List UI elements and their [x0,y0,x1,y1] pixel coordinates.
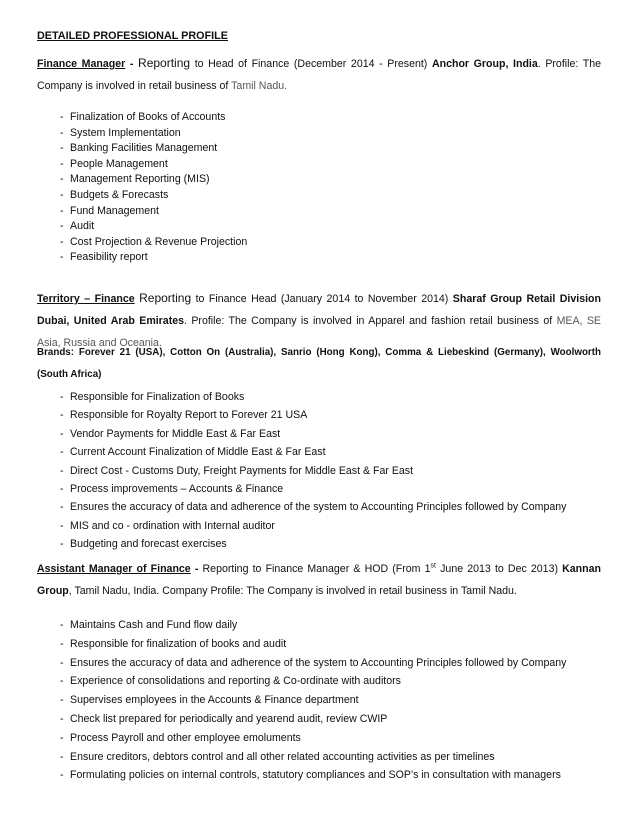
job3-reports-to-b: June 2013 to Dec 2013) [435,563,563,575]
list-item: - People Management [37,157,247,173]
job3-header [37,558,601,602]
list-item: - Ensures the accuracy of data and adherence of the system to Accounting Principles followed by Company [37,498,566,516]
job2-role: Territory – Finance [37,293,135,305]
job2-reporting: Reporting [139,291,192,305]
job1-profile: . Profile: The Company is involved in retail business of [37,58,602,92]
job2-brands: Brands: Forever 21 (USA), Cotton On (Australia), Sanrio (Hong Kong), Comma & Liebeskind (Germany), Woolworth (South Africa) [37,347,601,380]
job3-sup: st [430,562,436,570]
job3-sep: - [190,563,203,575]
list-item: - Check list prepared for periodically and yearend audit, review CWIP [37,710,566,729]
job1-header [37,52,601,97]
job3-reports-to-a: Reporting to Finance Manager & HOD (From 1 [202,563,431,575]
job1-location: Tamil Nadu. [231,80,288,92]
list-item: - Current Account Finalization of Middle East & Far East [37,443,566,461]
list-item: - Budgets & Forecasts [37,188,247,204]
list-item: - Experience of consolidations and reporting & Co-ordinate with auditors [37,672,566,691]
list-item: - Responsible for Finalization of Books [37,388,566,406]
job1-sep: - [125,58,139,70]
job1-reports-to: to Head of Finance (December 2014 - Present) [190,58,432,70]
list-item: - Maintains Cash and Fund flow daily [37,616,566,635]
list-item: - Responsible for finalization of books and audit [37,635,566,654]
list-item: - Process improvements – Accounts & Finance [37,480,566,498]
list-item: - Cost Projection & Revenue Projection [37,235,247,251]
list-item: - Formulating policies on internal controls, statutory compliances and SOP’s in consultation with managers [37,766,566,785]
job1-company: Anchor Group, India [431,58,538,70]
job3-company: Kannan Group [37,563,601,597]
list-item: - Finalization of Books of Accounts [37,110,247,126]
job1-role: Finance Manager [37,58,126,70]
list-item: - Direct Cost - Customs Duty, Freight Payments for Middle East & Far East [37,462,566,480]
list-item: - Banking Facilities Management [37,141,247,157]
job2-responsibilities [37,388,566,554]
job2-reports-to: to Finance Head (January 2014 to November 2014) [191,293,453,305]
job2-company: Sharaf Group Retail Division Dubai, United Arab Emirates [37,293,601,327]
list-item: - Fund Management [37,204,247,220]
list-item: - Supervises employees in the Accounts & Finance department [37,691,566,710]
job3-profile: , Tamil Nadu, India. Company Profile: The Company is involved in retail business in Tamil Nadu. [68,585,517,597]
job2-profile: . Profile: The Company is involved in Apparel and fashion retail business of [184,315,557,327]
list-item: - Feasibility report [37,250,247,266]
list-item: - Ensures the accuracy of data and adherence of the system to Accounting Principles followed by Company [37,654,566,673]
job3-role: Assistant Manager of Finance [37,563,191,575]
list-item: - Vendor Payments for Middle East & Far East [37,425,566,443]
list-item: - MIS and co - ordination with Internal auditor [37,517,566,535]
list-item: - Management Reporting (MIS) [37,172,247,188]
job1-responsibilities [37,110,247,266]
job3-responsibilities [37,616,566,785]
list-item: - Audit [37,219,247,235]
list-item: - Process Payroll and other employee emoluments [37,729,566,748]
list-item: - Ensure creditors, debtors control and all other related accounting activities as per timelines [37,748,566,767]
job2-markets: MEA, SE Asia, Russia and Oceania. [37,315,602,349]
section-title: DETAILED PROFESSIONAL PROFILE [37,30,228,42]
list-item: - Budgeting and forecast exercises [37,535,566,553]
list-item: - System Implementation [37,126,247,142]
list-item: - Responsible for Royalty Report to Forever 21 USA [37,406,566,424]
job1-reporting: Reporting [138,56,191,70]
